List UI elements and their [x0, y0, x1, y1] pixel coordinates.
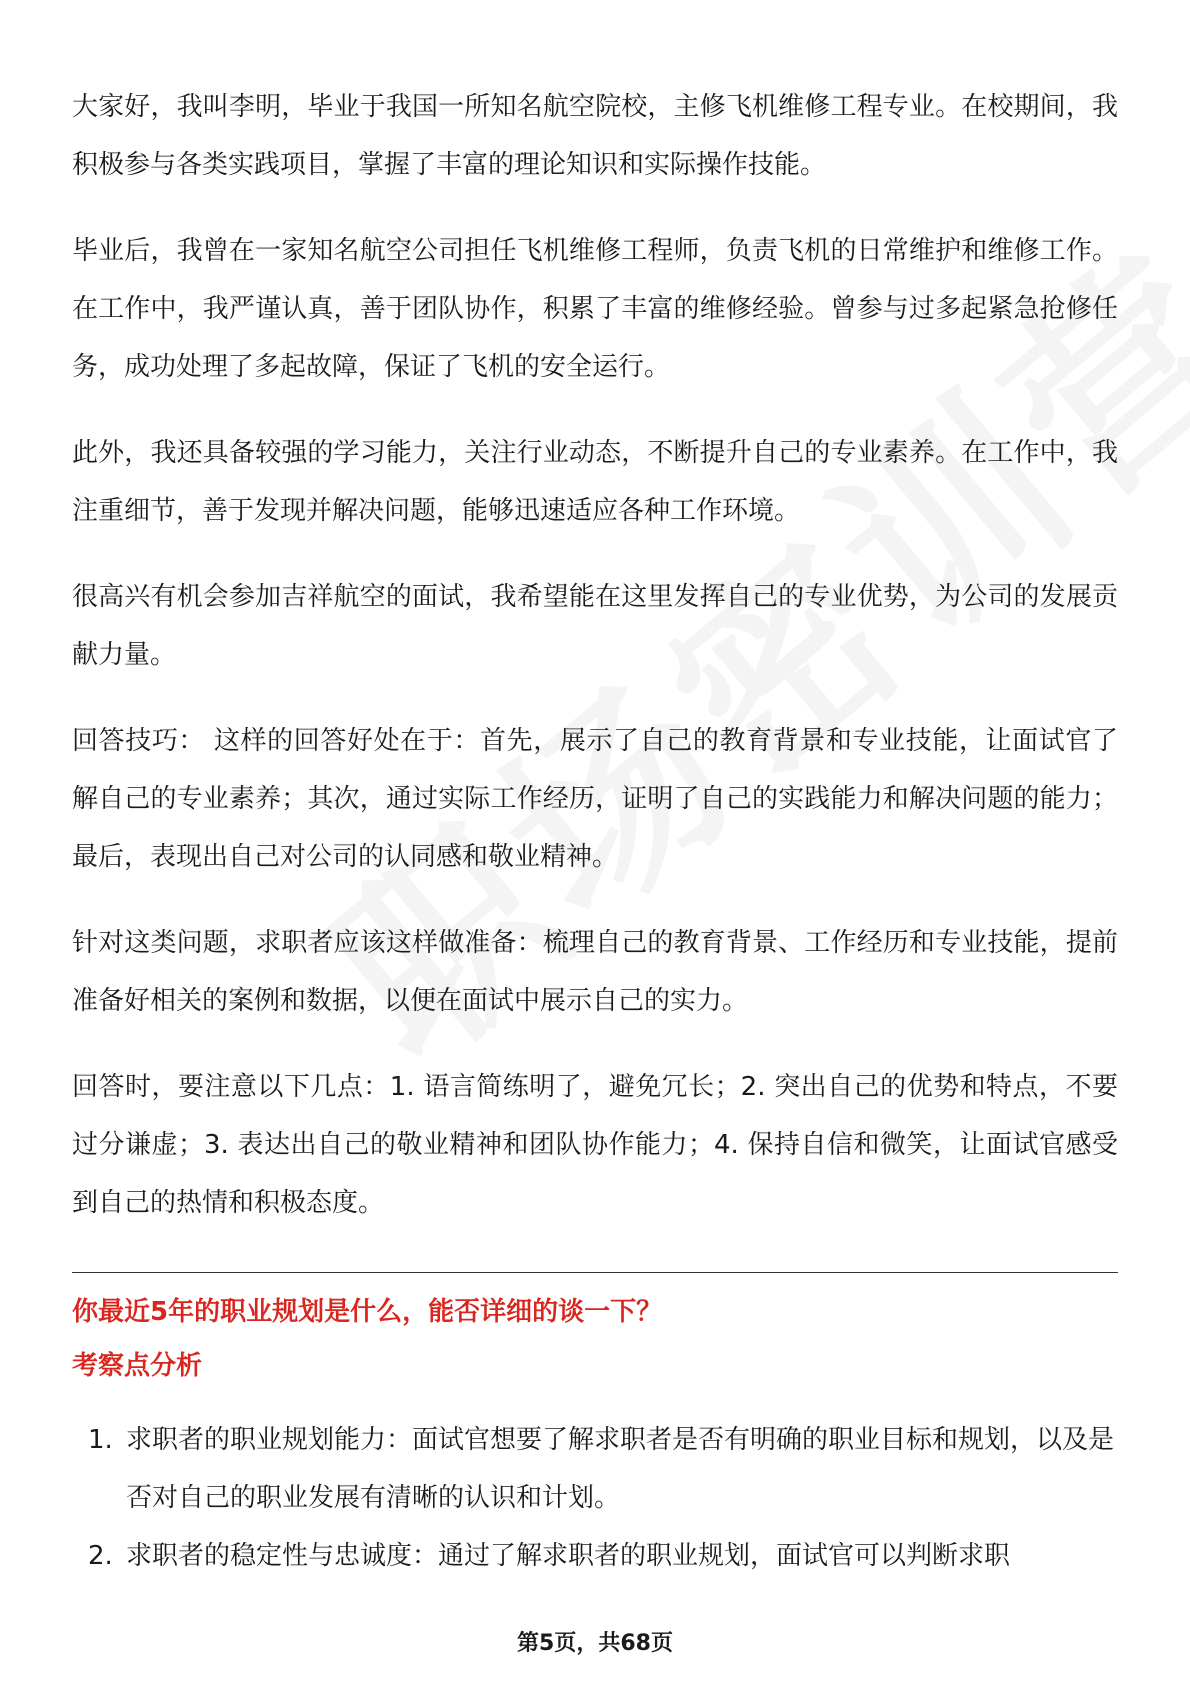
list-item-number: 2.: [88, 1541, 113, 1571]
document-body: [72, 78, 1118, 1585]
paragraph-abilities: 此外，我还具备较强的学习能力，关注行业动态，不断提升自己的专业素养。在工作中，我注重细节，善于发现并解决问题，能够迅速适应各种工作环境。: [72, 438, 1118, 526]
analysis-list: [72, 1411, 1118, 1585]
list-item-number: 1.: [88, 1425, 113, 1455]
paragraph-experience: 毕业后，我曾在一家知名航空公司担任飞机维修工程师，负责飞机的日常维护和维修工作。在工作中，我严谨认真，善于团队协作，积累了丰富的维修经验。曾参与过多起紧急抢修任务，成功处理了多起故障，保证了飞机的安全运行。: [72, 236, 1118, 382]
list-item-text: 求职者的稳定性与忠诚度：通过了解求职者的职业规划，面试官可以判断求职: [126, 1541, 1011, 1571]
list-item: [72, 1527, 1118, 1585]
paragraph-notes: 回答时，要注意以下几点：1. 语言简练明了，避免冗长；2. 突出自己的优势和特点，不要过分谦虚；3. 表达出自己的敬业精神和团队协作能力；4. 保持自信和微笑，让面试官感受到自己的热情和积极态度。: [72, 1072, 1118, 1218]
list-item-text: 求职者的职业规划能力：面试官想要了解求职者是否有明确的职业目标和规划，以及是否对自己的职业发展有清晰的认识和计划。: [126, 1425, 1115, 1513]
paragraph-closing: 很高兴有机会参加吉祥航空的面试，我希望能在这里发挥自己的专业优势，为公司的发展贡献力量。: [72, 582, 1118, 670]
section-divider: [72, 1272, 1118, 1273]
paragraph-preparation: 针对这类问题，求职者应该这样做准备：梳理自己的教育背景、工作经历和专业技能，提前准备好相关的案例和数据，以便在面试中展示自己的实力。: [72, 928, 1118, 1016]
list-item: [72, 1411, 1118, 1527]
page-footer: 第5页，共68页: [517, 1631, 673, 1656]
question-heading: 你最近5年的职业规划是什么，能否详细的谈一下？: [72, 1297, 663, 1327]
paragraph-answer-tips: 回答技巧： 这样的回答好处在于：首先，展示了自己的教育背景和专业技能，让面试官了解自己的专业素养；其次，通过实际工作经历，证明了自己的实践能力和解决问题的能力；最后，表现出自己对公司的认同感和敬业精神。: [72, 726, 1118, 872]
analysis-heading: 考察点分析: [72, 1351, 203, 1381]
paragraph-intro: 大家好，我叫李明，毕业于我国一所知名航空院校，主修飞机维修工程专业。在校期间，我积极参与各类实践项目，掌握了丰富的理论知识和实际操作技能。: [72, 92, 1118, 180]
